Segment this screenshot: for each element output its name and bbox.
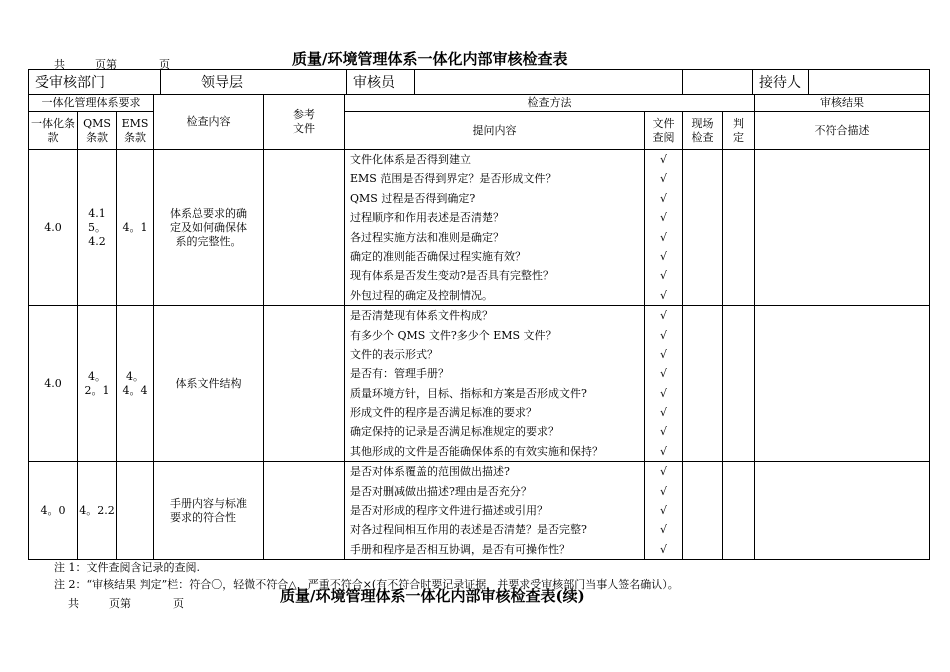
ref-header: 参考文件 xyxy=(264,95,345,150)
check-mark: √ xyxy=(660,288,668,302)
table-row xyxy=(29,150,930,306)
question-item: 过程顺序和作用表述是否清楚？ xyxy=(350,211,505,225)
question-item: 各过程实施方法和准则是确定？ xyxy=(350,230,505,244)
question-item: 文件的表示形式？ xyxy=(350,347,439,361)
judge-cell[interactable] xyxy=(723,150,755,306)
question-item: 确定的准则能否确保过程实施有效？ xyxy=(350,249,527,263)
question-item: 是否清楚现有体系文件构成？ xyxy=(350,309,494,323)
judge-cell[interactable] xyxy=(723,462,755,560)
check-mark: √ xyxy=(660,191,668,205)
site-check-cell[interactable] xyxy=(683,150,723,306)
question-list xyxy=(345,150,645,306)
check-mark: √ xyxy=(660,230,668,244)
check-mark: √ xyxy=(660,309,668,323)
ems-cell xyxy=(117,462,154,560)
doc-check-cell xyxy=(645,462,683,560)
table-row xyxy=(29,462,930,560)
page-number-top: 共 页第 页 xyxy=(54,58,170,71)
nonconf-cell[interactable] xyxy=(755,462,930,560)
doc-check-cell xyxy=(645,150,683,306)
question-item: 是否对删减做出描述?理由是否充分？ xyxy=(350,484,532,498)
question-item: EMS 范围是否得到界定？是否形成文件？ xyxy=(350,172,557,186)
question-item: 现有体系是否发生变动?是否具有完整性？ xyxy=(350,269,554,283)
receiver-value[interactable] xyxy=(809,70,930,95)
check-mark: √ xyxy=(660,367,668,381)
question-item: 是否有：管理手册？ xyxy=(350,367,450,381)
check-mark: √ xyxy=(660,172,668,186)
check-mark: √ xyxy=(660,347,668,361)
content-cell: 体系文件结构 xyxy=(154,306,264,462)
doc-header: 文件查阅 xyxy=(645,112,683,150)
check-mark: √ xyxy=(660,542,668,556)
page-number-bottom: 共 页第 页 xyxy=(68,597,184,610)
question-item: 外包过程的确定及控制情况。 xyxy=(350,288,494,302)
check-mark: √ xyxy=(660,406,668,420)
check-mark: √ xyxy=(660,484,668,498)
check-mark: √ xyxy=(660,425,668,439)
check-mark: √ xyxy=(660,211,668,225)
check-mark: √ xyxy=(660,465,668,479)
question-item: 有多少个 QMS 文件?多少个 EMS 文件？ xyxy=(350,328,557,342)
ref-cell xyxy=(264,150,345,306)
question-item: 文件化体系是否得到建立 xyxy=(350,153,472,166)
nonconf-header: 不符合描述 xyxy=(755,112,930,150)
receiver-label: 接待人 xyxy=(753,70,809,95)
auditee-label: 受审核部门 xyxy=(29,70,161,95)
site-header: 现场检查 xyxy=(683,112,723,150)
auditor-label: 审核员 xyxy=(347,70,415,95)
site-check-cell[interactable] xyxy=(683,462,723,560)
content-cell: 体系总要求的确定及如何确保体系的完整性。 xyxy=(154,150,264,306)
ems-cell: 4。4。4 xyxy=(117,306,154,462)
audit-header xyxy=(28,69,930,95)
question-item: 是否对形成的程序文件进行描述或引用？ xyxy=(350,504,549,518)
check-mark: √ xyxy=(660,444,668,458)
auditee-value: 领导层 xyxy=(161,70,347,95)
auditor-value[interactable] xyxy=(415,70,683,95)
qms-cell: 4。2。1 xyxy=(78,306,117,462)
judge-header: 判定 xyxy=(723,112,755,150)
result-group-header: 审核结果 xyxy=(755,95,930,112)
question-header: 提问内容 xyxy=(345,112,645,150)
page-title-continued: 质量/环境管理体系一体化内部审核检查表(续) xyxy=(280,587,585,605)
question-list xyxy=(345,306,645,462)
qms-cell: 4.1 5。4.2 xyxy=(78,150,117,306)
clause-cell: 4.0 xyxy=(29,306,78,462)
note-2: 注 2：“审核结果 判定”栏：符合〇，轻微不符合△，严重不符合×(有不符合时要记录证据，并要求受审核部门当事人签名确认）。 xyxy=(54,578,679,591)
question-item: 其他形成的文件是否能确保体系的有效实施和保持？ xyxy=(350,444,604,458)
page-title: 质量/环境管理体系一体化内部审核检查表 xyxy=(292,50,568,68)
method-group-header: 检查方法 xyxy=(345,95,755,112)
ref-cell xyxy=(264,462,345,560)
check-mark: √ xyxy=(660,249,668,263)
clause-cell: 4.0 xyxy=(29,150,78,306)
checklist-table xyxy=(28,94,930,560)
qms-cell: 4。2.2 xyxy=(78,462,117,560)
question-item: 形成文件的程序是否满足标准的要求？ xyxy=(350,406,538,420)
site-check-cell[interactable] xyxy=(683,306,723,462)
check-mark: √ xyxy=(660,153,668,166)
check-mark: √ xyxy=(660,523,668,537)
req-group-header: 一体化管理体系要求 xyxy=(29,95,154,112)
table-row xyxy=(29,306,930,462)
check-mark: √ xyxy=(660,328,668,342)
question-item: 确定保持的记录是否满足标准规定的要求？ xyxy=(350,425,560,439)
ems-cell: 4。1 xyxy=(117,150,154,306)
nonconf-cell[interactable] xyxy=(755,150,930,306)
clause-cell: 4。0 xyxy=(29,462,78,560)
question-item: 手册和程序是否相互协调，是否有可操作性？ xyxy=(350,542,571,556)
content-header: 检查内容 xyxy=(154,95,264,150)
check-mark: √ xyxy=(660,386,668,400)
doc-check-cell xyxy=(645,306,683,462)
ref-cell xyxy=(264,306,345,462)
question-item: 质量环境方针，目标、指标和方案是否形成文件? xyxy=(350,386,587,400)
question-item: QMS 过程是否得到确定? xyxy=(350,191,476,205)
judge-cell[interactable] xyxy=(723,306,755,462)
check-mark: √ xyxy=(660,504,668,518)
spacer-cell xyxy=(683,70,753,95)
content-cell: 手册内容与标准要求的符合性 xyxy=(154,462,264,560)
qms-header: QMS条款 xyxy=(78,112,117,150)
ems-header: EMS条款 xyxy=(117,112,154,150)
nonconf-cell[interactable] xyxy=(755,306,930,462)
question-item: 是否对体系覆盖的范围做出描述? xyxy=(350,465,510,479)
check-mark: √ xyxy=(660,269,668,283)
clause-header: 一体化条款 xyxy=(29,112,78,150)
question-list xyxy=(345,462,645,560)
question-item: 对各过程间相互作用的表述是否清楚？是否完整? xyxy=(350,523,587,537)
note-1: 注 1：文件查阅含记录的查阅. xyxy=(54,561,200,574)
